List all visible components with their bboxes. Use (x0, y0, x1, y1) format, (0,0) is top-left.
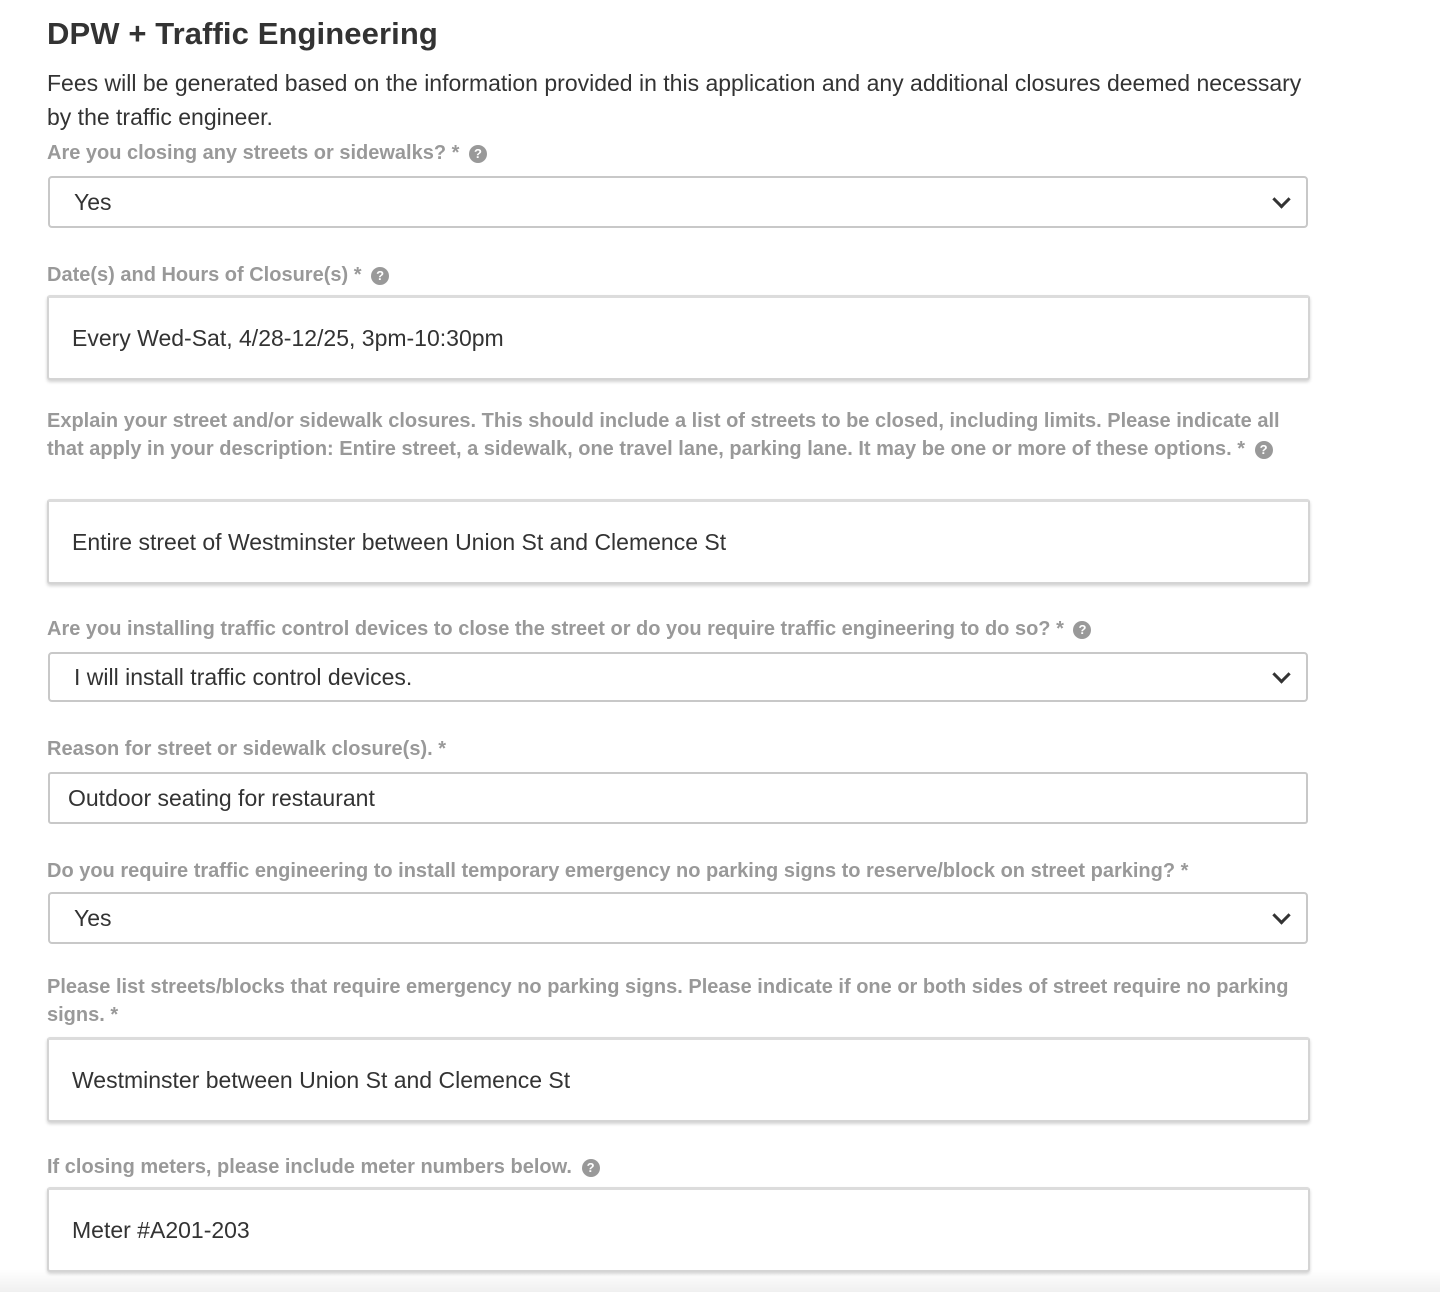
help-icon[interactable]: ? (371, 267, 389, 285)
closure-dates-value: Every Wed-Sat, 4/28-12/25, 3pm-10:30pm (72, 324, 504, 351)
closure-explanation-label (47, 407, 1309, 463)
no-parking-signs-select[interactable] (48, 892, 1308, 944)
help-icon[interactable]: ? (1073, 621, 1091, 639)
meter-numbers-value: Meter #A201-203 (72, 1216, 250, 1243)
closure-explanation-label-text: Explain your street and/or sidewalk closures. This should include a list of streets to be closed, including limits. Please indicate all that apply in your description: Entire street, a sidewalk, one travel lane, parking lane. It may be one or more of these options. * (47, 410, 1280, 460)
no-parking-signs-label (47, 857, 1309, 885)
no-parking-signs-value: Yes (74, 904, 112, 931)
no-parking-streets-label-text: Please list streets/blocks that require emergency no parking signs. Please indicate if one or both sides of street require no parking signs. * (47, 976, 1289, 1026)
closure-dates-label (47, 261, 1309, 289)
closing-streets-label (47, 139, 1309, 167)
traffic-devices-value: I will install traffic control devices. (74, 663, 413, 690)
traffic-devices-label-text: Are you installing traffic control devices to close the street or do you require traffic engineering to do so? * (47, 618, 1064, 640)
help-icon[interactable]: ? (582, 1159, 600, 1177)
chevron-down-icon (1272, 906, 1290, 924)
closure-reason-input[interactable] (48, 772, 1308, 824)
no-parking-streets-value: Westminster between Union St and Clemence St (72, 1066, 571, 1093)
help-icon[interactable]: ? (469, 145, 487, 163)
closure-explanation-textarea[interactable] (47, 499, 1310, 584)
closure-reason-label (47, 735, 1309, 763)
meter-numbers-label-text: If closing meters, please include meter numbers below. (47, 1156, 572, 1178)
closing-streets-label-text: Are you closing any streets or sidewalks? * (47, 142, 460, 164)
no-parking-streets-label (47, 973, 1309, 1029)
closure-explanation-value: Entire street of Westminster between Union St and Clemence St (72, 528, 727, 555)
meter-numbers-textarea[interactable] (47, 1187, 1310, 1272)
chevron-down-icon (1272, 190, 1290, 208)
chevron-down-icon (1272, 665, 1290, 683)
bottom-fade (0, 1270, 1440, 1292)
closing-streets-select[interactable] (48, 176, 1308, 228)
traffic-devices-label (47, 615, 1309, 643)
closure-dates-label-text: Date(s) and Hours of Closure(s) * (47, 264, 362, 286)
no-parking-streets-textarea[interactable] (47, 1037, 1310, 1122)
closure-reason-value: Outdoor seating for restaurant (68, 784, 375, 811)
closure-reason-label-text: Reason for street or sidewalk closure(s). * (47, 738, 447, 760)
section-title: DPW + Traffic Engineering (47, 16, 438, 51)
closing-streets-value: Yes (74, 188, 112, 215)
meter-numbers-label (47, 1153, 1309, 1181)
traffic-devices-select[interactable] (48, 652, 1308, 702)
no-parking-signs-label-text: Do you require traffic engineering to install temporary emergency no parking signs to reserve/block on street parking? * (47, 860, 1189, 882)
closure-dates-textarea[interactable] (47, 295, 1310, 380)
help-icon[interactable]: ? (1255, 441, 1273, 459)
section-intro: Fees will be generated based on the information provided in this application and any additional closures deemed necessary by the traffic engineer. (47, 70, 1302, 130)
